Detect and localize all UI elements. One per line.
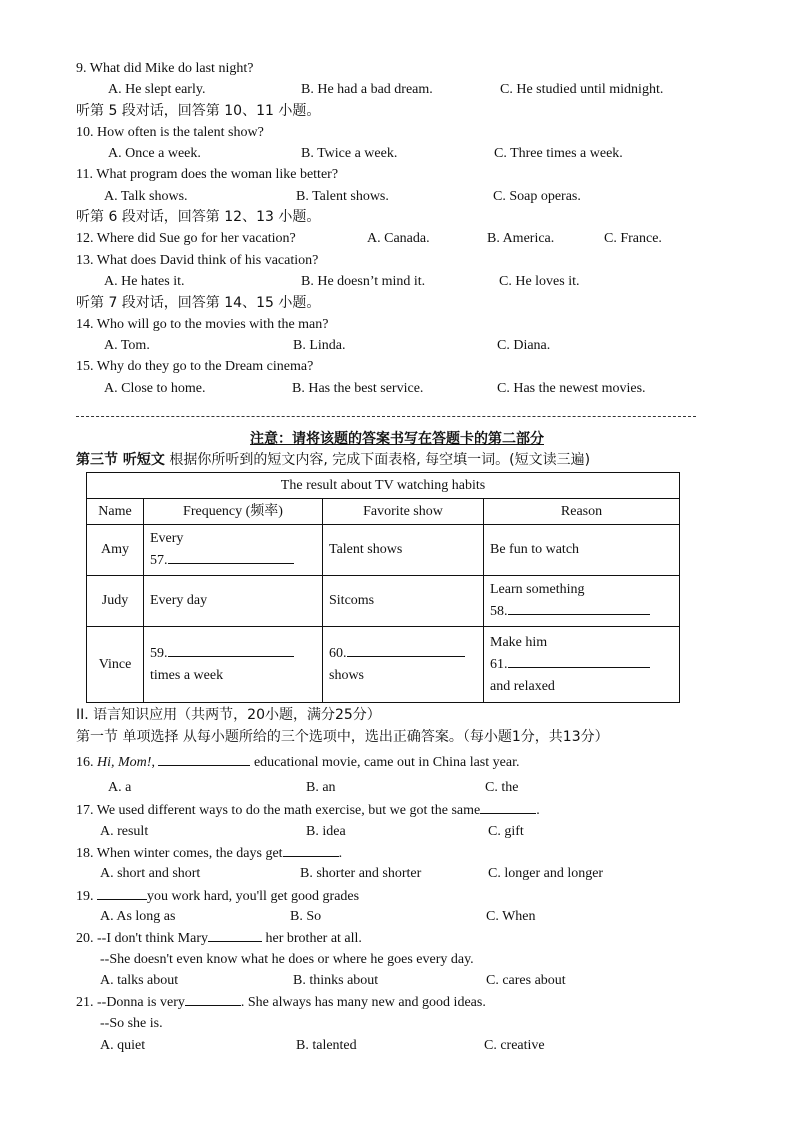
question-20-option-a: A. talks about [100,973,179,988]
part-3-heading [76,451,590,469]
question-18-blank[interactable] [283,844,339,857]
row-amy-reason: Be fun to watch [484,525,680,576]
question-20-reply: --She doesn't even know what he does or where he goes every day. [100,952,474,967]
question-20-text-end: her brother at all. [265,931,362,946]
row-amy-name: Amy [87,525,144,576]
row-vince-reason-tail: and relaxed [490,678,555,694]
question-18-option-c: C. longer and longer [488,866,604,881]
question-16-option-b: B. an [306,780,336,795]
question-13-stem: 13. What does David think of his vacation? [76,253,319,268]
question-16-text: educational movie, came out in China last year. [253,755,520,770]
question-19-option-c: C. When [486,909,536,924]
row-vince-reason [484,627,680,703]
table-row [87,576,680,627]
row-vince-frequency [144,627,323,703]
section-5-instruction: 听第 5 段对话，回答第 10、11 小题。 [76,103,321,119]
question-18-text: 18. When winter comes, the days get [76,846,283,861]
question-19-number: 19. [76,889,94,904]
question-21-text-end: . She always has many new and good ideas. [240,995,486,1010]
blank-57-number: 57. [150,553,168,568]
blank-59[interactable] [150,643,316,665]
question-21-option-c: C. creative [484,1038,545,1053]
question-20-option-b: B. thinks about [293,973,379,988]
row-vince-show-text: shows [329,667,365,683]
question-12-option-a: A. Canada. [367,231,430,246]
header-name: Name [87,499,144,525]
blank-60-number: 60. [329,645,347,661]
question-20-stem [76,929,362,947]
question-9-option-a: A. He slept early. [108,82,206,97]
row-vince-reason-text: Make him [490,634,548,650]
blank-58-number: 58. [490,604,508,619]
blank-58[interactable] [490,601,673,623]
row-judy-show: Sitcoms [323,576,484,627]
question-19-option-a: A. As long as [100,909,176,924]
question-13-option-b: B. He doesn’t mind it. [301,274,426,289]
question-10-stem: 10. How often is the talent show? [76,125,264,140]
question-18-stem [76,844,342,862]
question-12-stem: 12. Where did Sue go for her vacation? [76,231,296,246]
row-judy-reason-text: Learn something [490,582,585,597]
question-11-stem: 11. What program does the woman like better? [76,167,339,182]
question-17-option-a: A. result [100,824,149,839]
question-16-number: 16. [76,755,94,770]
question-20-text: 20. --I don't think Mary [76,931,209,946]
question-15-stem: 15. Why do they go to the Dream cinema? [76,359,314,374]
question-14-option-b: B. Linda. [293,338,346,353]
section-7-instruction: 听第 7 段对话，回答第 14、15 小题。 [76,295,321,311]
question-20-option-c: C. cares about [486,973,566,988]
table-caption: The result about TV watching habits [87,473,680,499]
question-13-option-c: C. He loves it. [499,274,580,289]
dashed-divider [76,416,696,417]
row-judy-frequency: Every day [144,576,323,627]
question-13-option-a: A. He hates it. [104,274,185,289]
section-1-heading: 第一节 单项选择 从每小题所给的三个选项中，选出正确答案。（每小题1分，共13分） [76,729,609,745]
question-9-stem: 9. What did Mike do last night? [76,61,254,76]
question-16-option-c: C. the [485,780,519,795]
question-11-option-b: B. Talent shows. [296,189,389,204]
question-21-stem [76,993,486,1011]
question-15-option-c: C. Has the newest movies. [497,381,646,396]
question-16-greeting: Hi, Mom! [97,755,152,770]
question-17-text: 17. We used different ways to do the math exercise, but we got the same [76,803,481,818]
question-9-option-b: B. He had a bad dream. [301,82,433,97]
blank-61-number: 61. [490,656,508,672]
question-16-stem [76,753,519,771]
blank-59-number: 59. [150,645,168,661]
question-10-option-a: A. Once a week. [108,146,201,161]
question-15-option-b: B. Has the best service. [292,381,424,396]
question-21-blank[interactable] [185,993,241,1006]
row-vince-show [323,627,484,703]
question-17-option-c: C. gift [488,824,524,839]
question-16-comma: , [151,755,155,770]
question-21-text: 21. --Donna is very [76,995,185,1010]
question-12-option-c: C. France. [604,231,662,246]
question-14-stem: 14. Who will go to the movies with the man? [76,317,329,332]
header-frequency: Frequency (频率) [144,499,323,525]
blank-57[interactable] [150,550,316,572]
part-3-title: 第三节 听短文 [76,452,165,468]
question-15-option-a: A. Close to home. [104,381,206,396]
part-2-heading: II. 语言知识应用（共两节，20小题，满分25分） [76,707,381,723]
question-19-stem [76,887,359,905]
question-20-blank[interactable] [208,929,262,942]
blank-60[interactable] [329,643,477,665]
question-17-end: . [536,803,540,818]
question-11-option-c: C. Soap operas. [493,189,581,204]
question-17-option-b: B. idea [306,824,346,839]
question-12-option-b: B. America. [487,231,555,246]
row-amy-frequency-text: Every [150,531,184,546]
question-18-option-a: A. short and short [100,866,201,881]
question-21-option-a: A. quiet [100,1038,146,1053]
question-17-stem [76,801,540,819]
question-21-option-b: B. talented [296,1038,357,1053]
question-18-end: . [338,846,343,861]
question-9-option-c: C. He studied until midnight. [500,82,664,97]
question-17-blank[interactable] [480,801,536,814]
question-19-text: you work hard, you'll get good grades [147,889,360,904]
question-10-option-b: B. Twice a week. [301,146,398,161]
row-vince-frequency-text: times a week [150,667,224,683]
header-reason: Reason [484,499,680,525]
table-row [87,627,680,703]
question-21-reply: --So she is. [100,1016,163,1031]
tv-habits-table [86,472,680,703]
question-19-option-b: B. So [290,909,322,924]
row-judy-reason [484,576,680,627]
question-14-option-a: A. Tom. [104,338,150,353]
question-19-blank[interactable] [97,887,147,900]
question-10-option-c: C. Three times a week. [494,146,623,161]
blank-61[interactable] [490,654,673,676]
question-16-option-a: A. a [108,780,132,795]
question-16-blank[interactable] [158,753,250,766]
question-18-option-b: B. shorter and shorter [300,866,422,881]
row-amy-frequency [144,525,323,576]
row-judy-name: Judy [87,576,144,627]
row-amy-show: Talent shows [323,525,484,576]
answer-sheet-notice: 注意：请将该题的答案书写在答题卡的第二部分 [250,431,544,447]
row-vince-name: Vince [87,627,144,703]
section-6-instruction: 听第 6 段对话，回答第 12、13 小题。 [76,209,321,225]
header-favorite-show: Favorite show [323,499,484,525]
table-row [87,525,680,576]
question-14-option-c: C. Diana. [497,338,551,353]
part-3-instruction: 根据你所听到的短文内容, 完成下面表格, 每空填一词。(短文读三遍) [169,452,591,468]
question-11-option-a: A. Talk shows. [104,189,188,204]
